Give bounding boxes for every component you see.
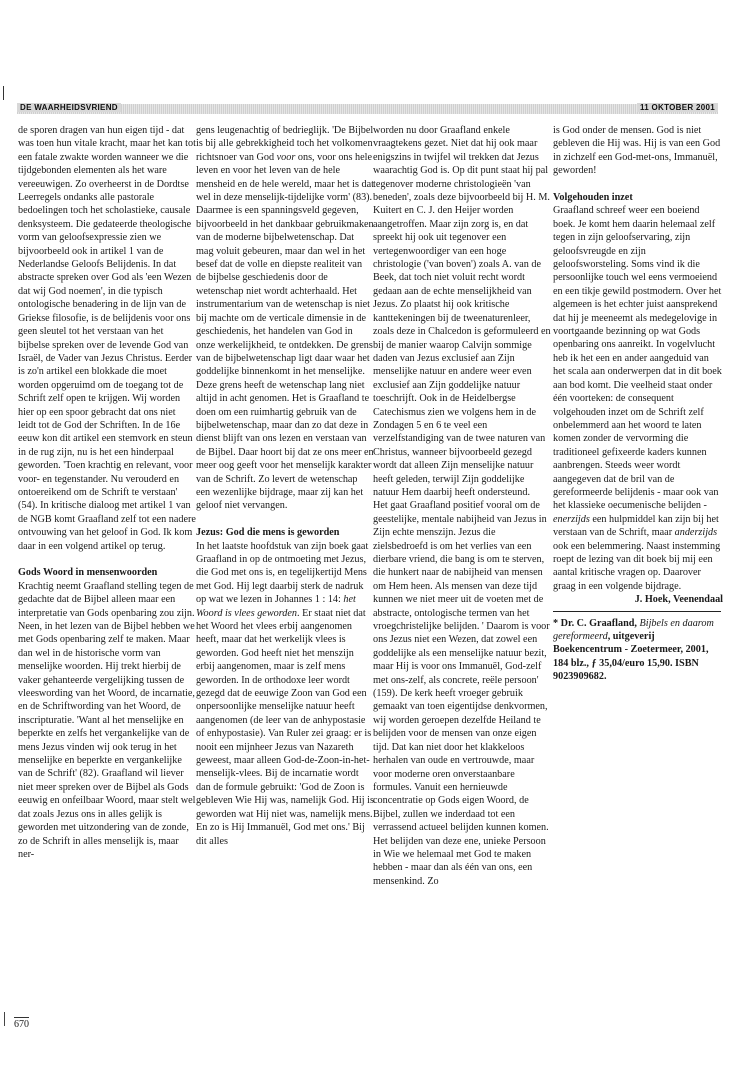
paragraph: gens leugenachtig of bedrieglijk. 'De Bijbel is bij alle gebrekkigheid toch het volkomen richtsnoer van God voor ons, voor ons hele leven en voor het leven van de hele mensheid en de hele wereld, maar het is dat wel in deze menselijk-tijdelijke vorm' (83). Daarmee is een spanningsveld gegeven, bijvoorbeeld in het dankbaar gebruikmaken van de moderne bijbelwetenschap. Dat mag voluit gebeuren, maar dan wel in het besef dat de volle en diepste realiteit van de bijbelse geschiedenis door de wetenschap niet wordt achterhaald. Het instrumentarium van de wetenschap is niet bij machte om de verticale dimensie in de geschiedenis, het handelen van God in onze werkelijkheid, te ontdekken. De grens van de bijbelwetenschap ligt daar waar het goddelijke binnenkomt in het menselijke. Deze grens heeft de wetenschap lang niet altijd in acht genomen. Het is Graafland te doen om een ruimhartig gebruik van de bijbelwetenschap, maar dan zo dat deze in dienst blijft van ons lezen en verstaan van de Bijbel. Daar hoort bij dat ze ons meer en meer oog geeft voor het menselijk karakter van de Schrift. Zo levert de wetenschap een wezenlijke bijdrage, maar zij kan het geloof niet vervangen. bbox=[196, 125, 374, 512]
divider bbox=[553, 611, 721, 612]
issue-date: 11 OKTOBER 2001 bbox=[637, 103, 718, 112]
publication-title: DE WAARHEIDSVRIEND bbox=[17, 103, 121, 112]
page-number: 670 bbox=[14, 1019, 29, 1030]
margin-mark bbox=[4, 1012, 5, 1026]
paragraph: Het gaat Graafland positief vooral om de geestelijke, mentale nabijheid van Jezus in Zijn echte menszijn. Jezus die zielsbedroefd is om het verlies van een dierbare vriend, die bang is om te sterven, die hunkert naar de nabijheid van mensen om Hem heen. Als mensen van deze tijd kunnen we niet meer uit de voeten met de abstracte, ontologische termen van het vroegchristelijke belijden. ' Daarom is voor ons Jezus niet een Wezen, dat zowel een goddelijke als een menselijke natuur bezit, maar Hij is voor ons Immanuël, God-zelf met ons-zelf, als concrete, reële persoon' (159). De kerk heeft vroeger gebruik gemaakt van toen eigentijdse denkvormen, wij worden geroepen dezelfde Heiland te belijden voor de mensen van onze eigen tijd. Dat kan niet door het klakkeloos herhalen van oude en vertrouwde, maar voor moderne oren onverstaanbare formules. Vanuit een hernieuwde concentratie op Gods eigen Woord, de Bijbel, zullen we inderdaad tot een verrassend actueel belijden kunnen komen. Het belijden van deze ene, unieke Persoon in Wie we helemaal met God te maken hebben - maar dan als één van ons, een mensenkind. Zo bbox=[373, 500, 550, 887]
column-4 bbox=[553, 124, 723, 684]
section-heading-gods-woord: Gods Woord in mensenwoorden bbox=[18, 567, 158, 579]
paragraph: Graafland schreef weer een boeiend boek. Je komt hem daarin helemaal zelf tegen in zijn geloofservaring, zijn geloofsvreugde en zijn geloofsworsteling. Soms vind ik die persoonlijke touch wel eens vermoeiend en een tikje gewild postmodern. Over het algemeen is het echter juist aansprekend dat hij je meeneemt als medegelovige in voortgaande bezinning op wat Gods openbaring ons aanreikt. In vogelvlucht heb ik het een en ander aangeduid van het scala aan onderwerpen dat in dit boek aan bod komt. Die veelheid staat onder één voorteken: de consequent volgehouden inzet om de Schrift zelf onbelemmerd aan het woord te laten komen zonder de vervorming die traditioneel gefixeerde kaders kunnen aanbrengen. Steeds weer wordt aangegeven dat de bril van de gereformeerde belijdenis - maar ook van het klassieke oecumenische belijden - enerzijds een hulpmiddel kan zijn bij het verstaan van de Schrift, maar anderzijds ook een belemmering. Naast instemming roept de lezing van dit boek bij mij een aantal kritische vragen op. Daarover graag in een volgende bijdrage. bbox=[553, 205, 722, 592]
paragraph: Krachtig neemt Graafland stelling tegen de gedachte dat de Bijbel alleen maar een interpretatie van Gods openbaring zou zijn. Neen, in het lezen van de Bijbel hebben we met Gods openbaring zelf te maken. Maar dan wel in de historische vorm van menselijke woorden. Hij trekt hierbij de vaker gehanteerde vergelijking tussen de vleeswording van het Woord, de incarnatie, en de Schriftwording van het Woord, de inscripturatie. 'Want al het menselijke en beperkte en zelfs het vergankelijke van de mens Jezus vinden wij ook terug in het menselijke en beperkte en vergankelijke van de Schrift' (82). Graafland wil liever niet meer spreken over de Bijbel als Gods eeuwig en onfeilbaar Woord, maar stelt wel dat zoals Jezus ons in alles gelijk is geworden met uitzondering van de zonde, zo de Schrift in alles menselijk is, maar ner- bbox=[18, 580, 196, 860]
section-heading-volgehouden: Volgehouden inzet bbox=[553, 192, 633, 204]
section-heading-jezus: Jezus: God die mens is geworden bbox=[196, 527, 340, 539]
paragraph: worden nu door Graafland enkele vraagtekens gezet. Niet dat hij ook maar enigszins in twijfel wil trekken dat Jezus waarachtig God is. Op dit punt staat hij pal tegenover moderne christologieën 'van beneden', zoals deze bijvoorbeeld bij H. M. Kuitert en C. J. den Heijer worden aangetroffen. Maar zijn zorg is, en dat spreekt hij ook uit tegenover een vertegenwoordiger van een hoge christologie ('van boven') zoals A. van de Beek, dat toch niet voluit recht wordt gedaan aan de echte menselijkheid van Jezus. Zo plaatst hij ook kritische kanttekeningen bij de tweenaturenleer, zoals deze in Chalcedon is geformuleerd en bij de manier waarop Calvijn sommige daden van Jezus exclusief aan Zijn menselijke natuur en andere weer even exclusief aan Zijn goddelijke natuur toeschrijft. Ook in de Heidelbergse Catechismus zien we volgens hem in de Zondagen 5 en 6 te veel een verzelfstandiging van de twee naturen van Christus, wanneer bijvoorbeeld gezegd wordt dat alleen Zijn menselijke natuur heeft geleden, terwijl Zijn goddelijke natuur Hem daarbij heeft ondersteund. bbox=[373, 125, 551, 498]
paragraph: is God onder de mensen. God is niet gebleven die Hij was. Hij is van een God in zichzelf een God-met-ons, Immanuël, geworden! bbox=[553, 125, 721, 177]
book-reference: * Dr. C. Graafland, Bijbels en daarom gereformeerd, uitgeverij Boekencentrum - Zoetermeer, 2001, 184 blz., ƒ 35,04/euro 15,90. ISBN 9023909682. bbox=[553, 617, 714, 683]
column-1 bbox=[18, 124, 196, 861]
column-2 bbox=[196, 124, 374, 848]
margin-ornament bbox=[3, 86, 6, 100]
paragraph: In het laatste hoofdstuk van zijn boek gaat Graafland in op de ontmoeting met Jezus, die God met ons is, en tegelijkertijd Mens met God. Hij legt daarbij sterk de nadruk op wat we lezen in Johannes 1 : 14: het Woord is vlees geworden. Er staat niet dat het Woord het vlees erbij aangenomen heeft, maar dat het werkelijk vlees is geworden. God heeft niet het menszijn erbij aangenomen, maar is zelf mens geworden. In de orthodoxe leer wordt gezegd dat de eeuwige Zoon van God een onpersoonlijke menselijke natuur heeft aangenomen (de leer van de anhypostasie of enhypostasie). Van Ruler zei graag: er is nooit een mijnheer Jezus van Nazareth geweest, maar alleen God-de-Zoon-in-het-menselijk-vlees. Bij de incarnatie wordt dan de formule gebruikt: 'God de Zoon is gebleven Wie Hij was, namelijk God. Hij is geworden wat Hij niet was, namelijk mens. En zo is Hij Immanuël, God met ons.' Bij dit alles bbox=[196, 540, 374, 847]
column-3 bbox=[373, 124, 551, 888]
page-header bbox=[17, 104, 718, 114]
author-signature: J. Hoek, Veenendaal bbox=[634, 594, 723, 606]
paragraph: de sporen dragen van hun eigen tijd - dat was toen hun vitale kracht, maar het kan tot een fatale zwakte worden wanneer we die tijdgebonden elementen als het ware vereeuwigen. Zo overheerst in de Dordtse Leerregels ondanks alle pastorale bedoelingen toch het scholastieke, causale denksysteem. Die gedateerde theologische vorm van geloofsexpressie zien we bijvoorbeeld ook in artikel 1 van de Nederlandse Geloofs Belijdenis. In dat abstracte spreken over God als 'een Wezen dat wij God noemen', in die typisch ontologische benadering in de lijn van de Griekse filosofie, is de belijdenis voor ons geen sleutel tot het verstaan van het bijbelse spreken over de levende God van Israël, de Vader van Jezus Christus. Eerder is zo'n artikel een blokkade die moet worden opgeruimd om de toegang tot de Schrift zelf open te krijgen. Wij worden hier op een spoor gebracht dat ons niet leidt tot de God der Schriften. In de 16e eeuw kon dit artikel een stemvork en steun in de rug zijn, nu is het een hinderpaal geworden. 'Toen krachtig en relevant, voor voor- en tegenstander. Nu verouderd en ontoereikend om de Schrift te verstaan' (54). In kritische dialoog met artikel 1 van de NGB komt Graafland zelf tot een nadere ontvouwing van het geloof in God. Ik kom daar in een volgend artikel op terug. bbox=[18, 125, 196, 552]
